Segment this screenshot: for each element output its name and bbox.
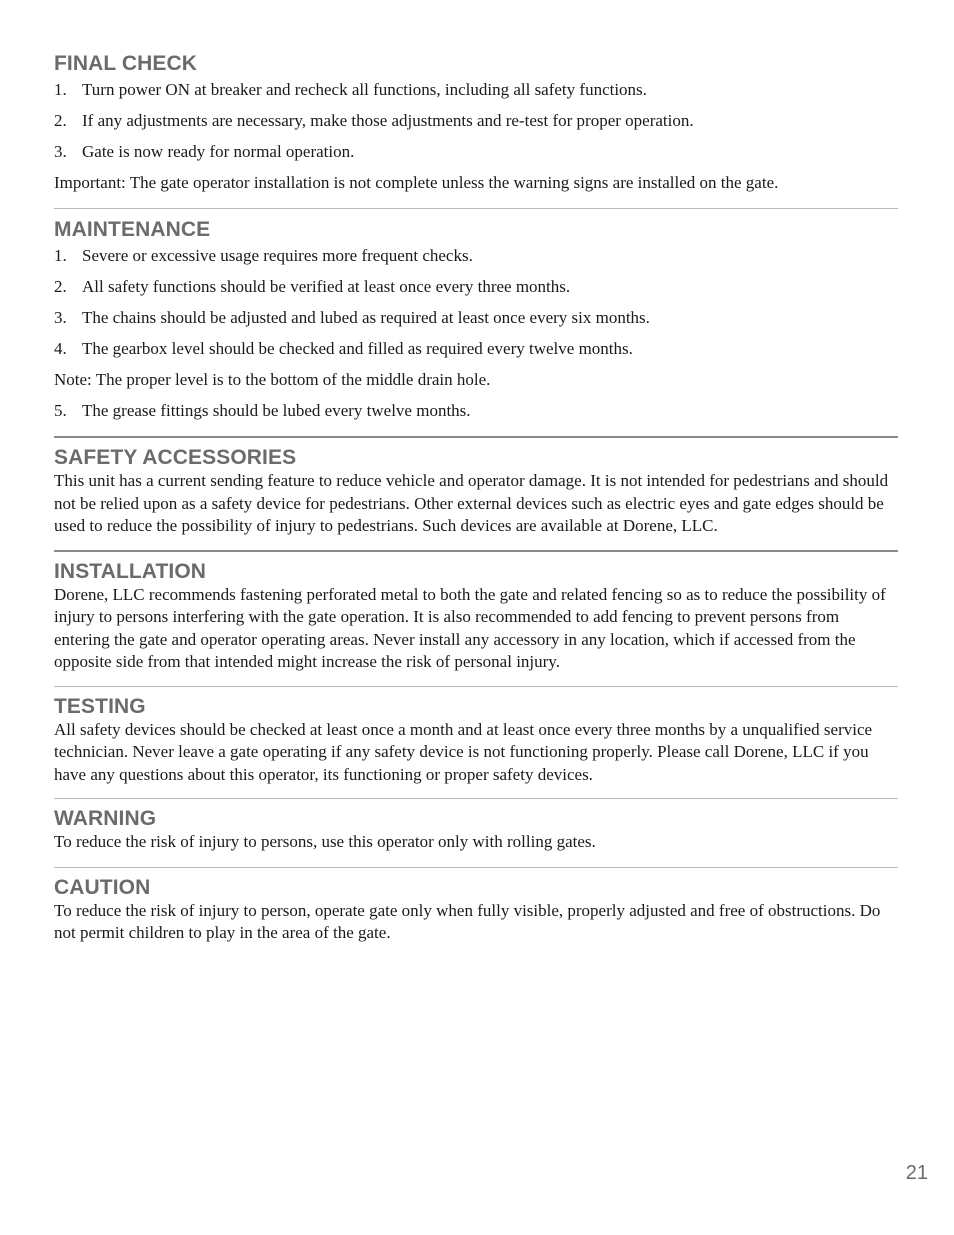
maintenance-list [54, 240, 898, 364]
maintenance-note: Note: The proper level is to the bottom of the middle drain hole. [54, 370, 491, 389]
list-item-text: All safety functions should be verified at least once every three months. [82, 277, 571, 296]
caution-section [54, 876, 898, 945]
maintenance-heading: MAINTENANCE [54, 218, 211, 241]
caution-text: To reduce the risk of injury to person, operate gate only when fully visible, properly adjusted and free of obstructions. Do not permit children to play in the area of the gate. [54, 900, 881, 942]
section-divider [54, 208, 898, 209]
list-item [54, 240, 898, 271]
list-item [54, 271, 898, 302]
list-item-number: 2. [54, 277, 67, 296]
list-item-text: The chains should be adjusted and lubed as required at least once every six months. [82, 308, 650, 327]
installation-section [54, 560, 898, 674]
list-item-number: 5. [54, 401, 67, 420]
list-item-text: Severe or excessive usage requires more frequent checks. [82, 246, 473, 265]
list-item-number: 2. [54, 111, 67, 130]
safety-accessories-heading: SAFETY ACCESSORIES [54, 446, 297, 469]
list-item [54, 302, 898, 333]
list-item [54, 395, 898, 426]
section-divider [54, 550, 898, 552]
list-item-text: Turn power ON at breaker and recheck all functions, including all safety functions. [82, 80, 647, 99]
list-item-text: The grease fittings should be lubed every twelve months. [82, 401, 471, 420]
warning-text: To reduce the risk of injury to persons, use this operator only with rolling gates. [54, 832, 596, 851]
caution-heading: CAUTION [54, 875, 151, 899]
section-divider [54, 686, 898, 687]
final-check-list [54, 74, 898, 167]
safety-accessories-section [54, 446, 898, 538]
list-item [54, 333, 898, 364]
warning-heading: WARNING [54, 807, 157, 830]
final-check-heading: FINAL CHECK [54, 52, 198, 75]
section-divider [54, 867, 898, 868]
list-item-text: If any adjustments are necessary, make those adjustments and re-test for proper operation. [82, 111, 694, 130]
list-item [54, 136, 898, 167]
list-item [54, 105, 898, 136]
section-divider [54, 436, 898, 438]
testing-text: All safety devices should be checked at least once a month and at least once every three months by a unqualified service technician. Never leave a gate operating if any safety device is not functioning properly. Please call Dorene, LLC if you have any questions about this operator, its functioning or proper safety devices. [54, 719, 873, 784]
testing-section [54, 695, 898, 787]
list-item-number: 3. [54, 142, 67, 161]
installation-heading: INSTALLATION [54, 559, 207, 583]
maintenance-section [54, 218, 898, 426]
list-item-text: Gate is now ready for normal operation. [82, 142, 355, 161]
installation-text: Dorene, LLC recommends fastening perforated metal to both the gate and related fencing so as to reduce the possibility of injury to persons interfering with the gate operation. It is also recommended to add fencing to prevent persons from entering the gate and operator operating areas. Never install any accessory in any location, which if accessed from the opposite side from that intended might increase the risk of personal injury. [54, 584, 886, 671]
final-check-section [54, 52, 898, 198]
section-divider [54, 798, 898, 799]
list-item-number: 4. [54, 339, 67, 358]
warning-section [54, 807, 898, 854]
important-note: Important: The gate operator installation is not complete unless the warning signs are installed on the gate. [54, 173, 779, 192]
manual-page [54, 52, 898, 945]
list-item [54, 74, 898, 105]
list-item-number: 3. [54, 308, 67, 327]
page-number: 21 [905, 1162, 928, 1184]
list-item-number: 1. [54, 80, 67, 99]
list-item-number: 1. [54, 246, 67, 265]
safety-accessories-text: This unit has a current sending feature to reduce vehicle and operator damage. It is not intended for pedestrians and should not be relied upon as a safety device for pedestrians. Other external devices such as electric eyes and gate edges should be used to reduce the possibility of injury to pedestrians. Such devices are available at Dorene, LLC. [54, 471, 889, 535]
list-item-text: The gearbox level should be checked and filled as required every twelve months. [82, 339, 633, 358]
testing-heading: TESTING [54, 694, 146, 718]
